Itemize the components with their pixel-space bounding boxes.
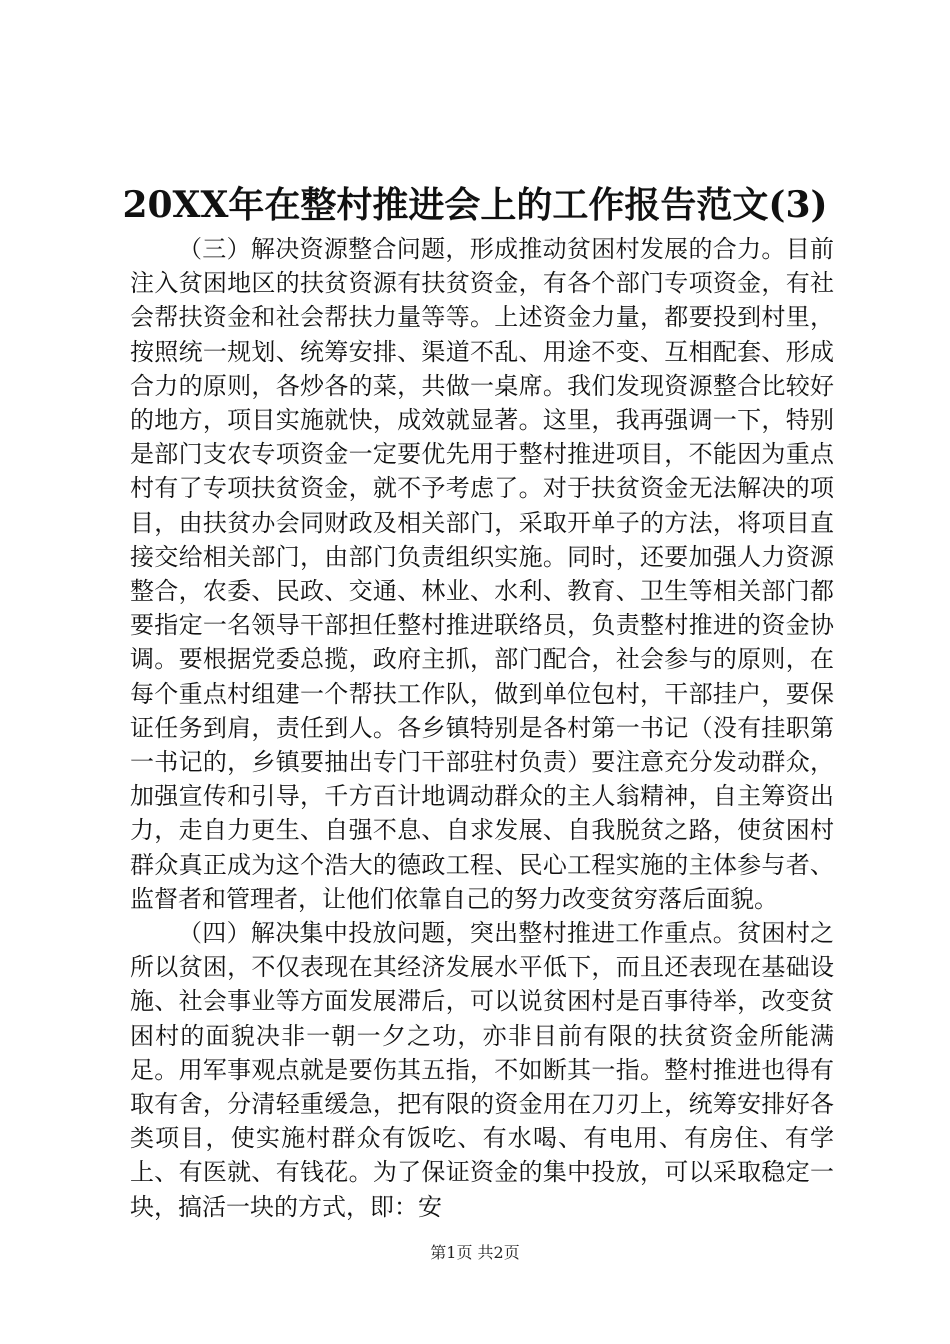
paragraph-3: （三）解决资源整合问题，形成推动贫困村发展的合力。目前注入贫困地区的扶贫资源有扶贫资金，有各个部门专项资金，有社会帮扶资金和社会帮扶力量等等。上述资金力量，都要投到村里，按照统一规划、统筹安排、渠道不乱、用途不变、互相配套、形成合力的原则，各炒各的菜，共做一桌席。我们发现资源整合比较好的地方，项目实施就快，成效就显著。这里，我再强调一下，特别是部门支农专项资金一定要优先用于整村推进项目，不能因为重点村有了专项扶贫资金，就不予考虑了。对于扶贫资金无法解决的项目，由扶贫办会同财政及相关部门，采取开单子的方法，将项目直接交给相关部门，由部门负责组织实施。同时，还要加强人力资源整合，农委、民政、交通、林业、水利、教育、卫生等相关部门都要指定一名领导干部担任整村推进联络员，负责整村推进的资金协调。要根据党委总揽，政府主抓，部门配合，社会参与的原则，在每个重点村组建一个帮扶工作队，做到单位包村，干部挂户，要保证任务到肩，责任到人。各乡镇特别是各村第一书记（没有挂职第一书记的，乡镇要抽出专门干部驻村负责）要注意充分发动群众，加强宣传和引导，千方百计地调动群众的主人翁精神，自主筹资出力，走自力更生、自强不息、自求发展、自我脱贫之路，使贫困村群众真正成为这个浩大的德政工程、民心工程实施的主体参与者、监督者和管理者，让他们依靠自己的努力改变贫穷落后面貌。: [130, 235, 834, 913]
page-footer: 第1页 共2页: [430, 1243, 520, 1262]
document-body: [130, 232, 834, 1224]
document-title: 20XX年在整村推进会上的工作报告范文(3): [122, 184, 828, 226]
paragraph-4: （四）解决集中投放问题，突出整村推进工作重点。贫困村之所以贫困，不仅表现在其经济发展水平低下，而且还表现在基础设施、社会事业等方面发展滞后，可以说贫困村是百事待举，改变贫困村的面貌决非一朝一夕之功，亦非目前有限的扶贫资金所能满足。用军事观点就是要伤其五指，不如断其一指。整村推进也得有取有舍，分清轻重缓急，把有限的资金用在刀刃上，统筹安排好各类项目，使实施村群众有饭吃、有水喝、有电用、有房住、有学上、有医就、有钱花。为了保证资金的集中投放，可以采取稳定一块，搞活一块的方式，即：安: [130, 919, 834, 1221]
